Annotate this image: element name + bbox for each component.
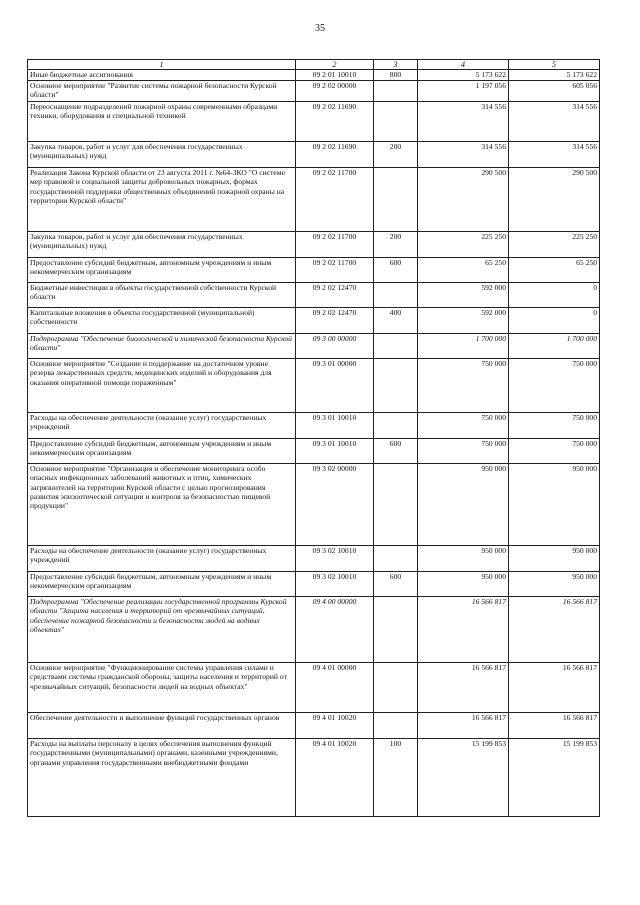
table-row (28, 464, 600, 546)
row-expense-type-cell (374, 413, 418, 439)
row-amount-col4-cell: 750 000 (418, 439, 509, 464)
table-row (28, 546, 600, 572)
row-expense-type-cell: 100 (374, 739, 418, 817)
row-expense-type-cell (374, 597, 418, 663)
row-amount-col4-cell: 592 000 (418, 308, 509, 334)
page-number: 35 (315, 23, 325, 34)
row-expense-type-cell: 600 (374, 439, 418, 464)
row-amount-col4-cell: 314 556 (418, 142, 509, 168)
row-name-cell: Расходы на выплаты персоналу в целях обеспечения выполнения функций государственными (муниципальными) органами, казенными учреждениями, органами управления государственными внебюджетными фондами (28, 739, 296, 817)
row-name-cell: Расходы на обеспечение деятельности (оказание услуг) государственных учреждений (28, 546, 296, 572)
header-col-2: 2 (296, 60, 374, 70)
row-amount-col4-cell: 16 566 817 (418, 597, 509, 663)
row-amount-col4-cell: 592 000 (418, 283, 509, 308)
row-code-cell: 09 3 02 00000 (296, 464, 374, 546)
header-col-5: 5 (509, 60, 600, 70)
row-code-cell: 09 2 02 11690 (296, 102, 374, 142)
row-amount-col5-cell: 314 556 (509, 142, 600, 168)
table-header-row (28, 60, 600, 70)
row-name-cell: Подпрограмма "Обеспечение биологической и химической безопасности Курской области" (28, 334, 296, 359)
row-amount-col5-cell: 950 000 (509, 546, 600, 572)
row-name-cell: Основное мероприятие "Создание и поддержание на достаточном уровне резерва лекарственных средств, медицинских изделий и оборудования для оказания оперативной помощи пораженным" (28, 359, 296, 413)
table-row (28, 168, 600, 232)
row-amount-col5-cell: 16 566 817 (509, 713, 600, 739)
table-row (28, 283, 600, 308)
table-row (28, 308, 600, 334)
row-expense-type-cell: 600 (374, 572, 418, 597)
table-row (28, 102, 600, 142)
row-amount-col4-cell: 950 000 (418, 572, 509, 597)
table-row (28, 142, 600, 168)
row-amount-col5-cell: 1 700 000 (509, 334, 600, 359)
row-amount-col4-cell: 225 250 (418, 232, 509, 258)
row-amount-col5-cell: 950 000 (509, 572, 600, 597)
budget-table (27, 59, 600, 817)
row-code-cell: 09 2 02 11700 (296, 168, 374, 232)
row-expense-type-cell: 600 (374, 258, 418, 283)
row-name-cell: Предоставление субсидий бюджетным, автономным учреждениям и иным некоммерческим организациям (28, 439, 296, 464)
row-name-cell: Основное мероприятие "Функционирование системы управления силами и средствами системы гражданской обороны, защиты населения и территорий от чрезвычайных ситуаций, безопасности людей на водных объектах" (28, 663, 296, 713)
row-expense-type-cell (374, 359, 418, 413)
row-expense-type-cell (374, 663, 418, 713)
row-amount-col5-cell: 65 250 (509, 258, 600, 283)
table-row (28, 81, 600, 102)
row-expense-type-cell: 200 (374, 232, 418, 258)
row-amount-col4-cell: 314 556 (418, 102, 509, 142)
table-body (28, 70, 600, 817)
row-name-cell: Предоставление субсидий бюджетным, автономным учреждениям и иным некоммерческим организациям (28, 258, 296, 283)
row-expense-type-cell (374, 168, 418, 232)
row-name-cell: Закупка товаров, работ и услуг для обеспечения государственных (муниципальных) нужд (28, 232, 296, 258)
row-amount-col4-cell: 5 173 622 (418, 70, 509, 81)
table-row (28, 334, 600, 359)
row-amount-col4-cell: 1 197 056 (418, 81, 509, 102)
row-amount-col4-cell: 750 000 (418, 413, 509, 439)
row-code-cell: 09 2 02 11700 (296, 232, 374, 258)
row-expense-type-cell: 200 (374, 142, 418, 168)
row-amount-col4-cell: 1 700 000 (418, 334, 509, 359)
row-amount-col4-cell: 950 000 (418, 546, 509, 572)
row-expense-type-cell (374, 102, 418, 142)
row-code-cell: 09 4 01 00000 (296, 663, 374, 713)
row-expense-type-cell (374, 283, 418, 308)
row-code-cell: 09 3 02 10010 (296, 572, 374, 597)
table-row (28, 232, 600, 258)
row-amount-col4-cell: 16 566 817 (418, 713, 509, 739)
row-amount-col5-cell: 314 556 (509, 102, 600, 142)
row-amount-col5-cell: 0 (509, 283, 600, 308)
header-col-1: 1 (28, 60, 296, 70)
row-code-cell: 09 3 02 10010 (296, 546, 374, 572)
row-name-cell: Капитальные вложения в объекты государственной (муниципальной) собственности (28, 308, 296, 334)
row-amount-col4-cell: 950 000 (418, 464, 509, 546)
row-code-cell: 09 2 02 12470 (296, 283, 374, 308)
table-row (28, 739, 600, 817)
row-name-cell: Основное мероприятие "Развитие системы пожарной безопасности Курской области" (28, 81, 296, 102)
row-amount-col5-cell: 15 199 853 (509, 739, 600, 817)
row-amount-col5-cell: 0 (509, 308, 600, 334)
row-name-cell: Подпрограмма "Обеспечение реализации государственной программы Курской области "Защита населения и территорий от чрезвычайных ситуаций, обеспечение пожарной безопасности и безопасности людей на водных объектах" (28, 597, 296, 663)
row-amount-col5-cell: 16 566 817 (509, 597, 600, 663)
row-name-cell: Бюджетные инвестиции в объекты государственной собственности Курской области (28, 283, 296, 308)
row-name-cell: Переоснащение подразделений пожарной охраны современными образцами техники, оборудования и специальной техникой (28, 102, 296, 142)
row-code-cell: 09 2 02 00000 (296, 81, 374, 102)
row-code-cell: 09 4 00 00000 (296, 597, 374, 663)
row-code-cell: 09 3 01 00000 (296, 359, 374, 413)
table-row (28, 713, 600, 739)
row-name-cell: Закупка товаров, работ и услуг для обеспечения государственных (муниципальных) нужд (28, 142, 296, 168)
header-col-3: 3 (374, 60, 418, 70)
row-amount-col4-cell: 15 199 853 (418, 739, 509, 817)
row-name-cell: Предоставление субсидий бюджетным, автономным учреждениям и иным некоммерческим организациям (28, 572, 296, 597)
row-code-cell: 09 3 00 00000 (296, 334, 374, 359)
row-expense-type-cell: 400 (374, 308, 418, 334)
table-row (28, 572, 600, 597)
row-expense-type-cell: 800 (374, 70, 418, 81)
row-name-cell: Основное мероприятие "Организация и обеспечение мониторинга особо опасных инфекционных заболеваний животных и птиц, химических загрязнителей на территории Курской области с целью прогнозирования развития эпизоотической ситуации и контроля за безопасностью пищевой продукции" (28, 464, 296, 546)
header-col-4: 4 (418, 60, 509, 70)
row-name-cell: Иные бюджетные ассигнования (28, 70, 296, 81)
row-name-cell: Расходы на обеспечение деятельности (оказание услуг) государственных учреждений (28, 413, 296, 439)
row-amount-col4-cell: 65 250 (418, 258, 509, 283)
row-code-cell: 09 4 01 10020 (296, 739, 374, 817)
table-row (28, 413, 600, 439)
table-row (28, 258, 600, 283)
row-amount-col5-cell: 950 000 (509, 464, 600, 546)
row-code-cell: 09 3 01 10010 (296, 413, 374, 439)
row-code-cell: 09 2 02 12470 (296, 308, 374, 334)
row-name-cell: Реализация Закона Курской области от 23 августа 2011 г. №64-ЗКО "О системе мер правовой и социальной защиты добровольных пожарных, формах государственной поддержки общественных объединений пожарной охраны на территории Курской области" (28, 168, 296, 232)
row-name-cell: Обеспечение деятельности и выполнение функций государственных органов (28, 713, 296, 739)
row-expense-type-cell (374, 546, 418, 572)
row-amount-col4-cell: 750 000 (418, 359, 509, 413)
table-row (28, 663, 600, 713)
row-code-cell: 09 2 02 11690 (296, 142, 374, 168)
row-amount-col5-cell: 225 250 (509, 232, 600, 258)
row-code-cell: 09 2 02 11700 (296, 258, 374, 283)
row-amount-col5-cell: 750 000 (509, 413, 600, 439)
row-expense-type-cell (374, 81, 418, 102)
table-row (28, 597, 600, 663)
table-row (28, 70, 600, 81)
row-code-cell: 09 3 01 10010 (296, 439, 374, 464)
row-expense-type-cell (374, 334, 418, 359)
row-amount-col5-cell: 605 056 (509, 81, 600, 102)
row-amount-col5-cell: 5 173 622 (509, 70, 600, 81)
row-amount-col5-cell: 290 500 (509, 168, 600, 232)
row-amount-col5-cell: 16 566 817 (509, 663, 600, 713)
row-amount-col5-cell: 750 000 (509, 439, 600, 464)
row-amount-col5-cell: 750 000 (509, 359, 600, 413)
row-expense-type-cell (374, 464, 418, 546)
table-row (28, 359, 600, 413)
row-amount-col4-cell: 16 566 817 (418, 663, 509, 713)
row-code-cell: 09 2 01 10010 (296, 70, 374, 81)
row-code-cell: 09 4 01 10020 (296, 713, 374, 739)
row-amount-col4-cell: 290 500 (418, 168, 509, 232)
row-expense-type-cell (374, 713, 418, 739)
table-row (28, 439, 600, 464)
